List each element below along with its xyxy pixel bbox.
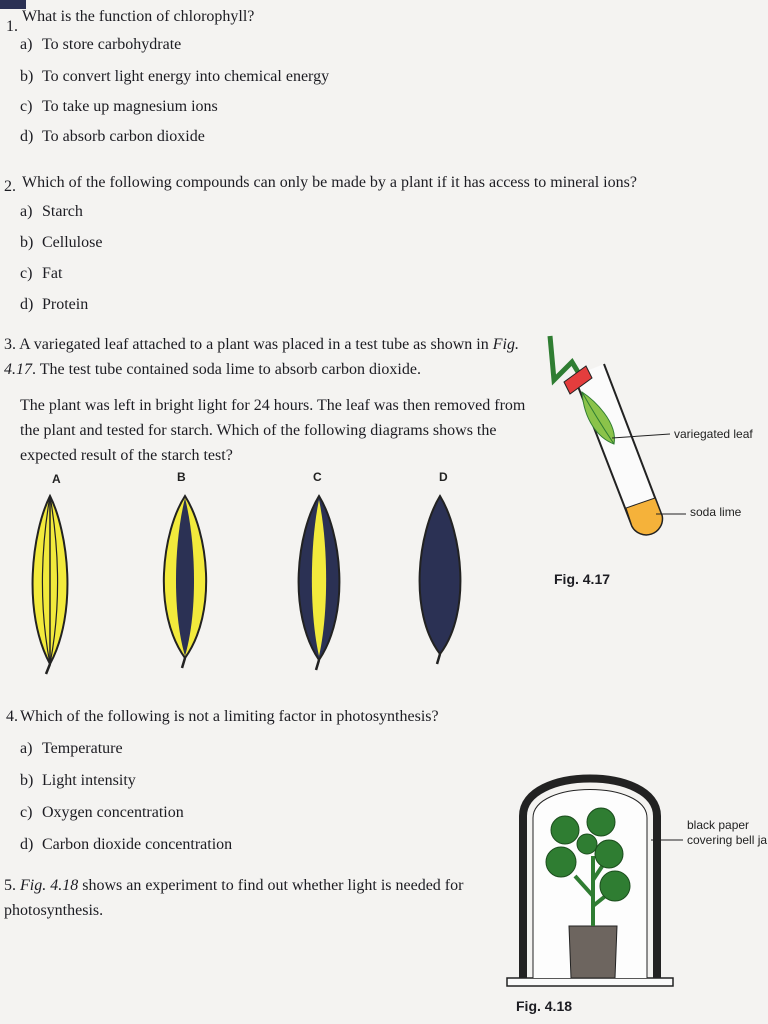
q4-option-c[interactable]: c) Oxygen concentration	[20, 804, 184, 821]
question-number: 2.	[4, 178, 16, 195]
leaf-diagram-a[interactable]	[22, 492, 78, 676]
label-variegated-leaf: variegated leaf	[674, 427, 753, 441]
leaf-label-c: C	[313, 470, 322, 484]
q1-option-d[interactable]: d) To absorb carbon dioxide	[20, 128, 205, 145]
q4-option-a[interactable]: a) Temperature	[20, 740, 123, 757]
question-text: Which of the following is not a limiting factor in photosynthesis?	[20, 708, 439, 725]
leaf-diagram-d[interactable]	[410, 492, 470, 676]
question-3-intro: 3. A variegated leaf attached to a plant was placed in a test tube as shown in Fig. 4.17. The test tube contained soda lime to absorb carbon dioxide.	[4, 336, 519, 378]
question-number: 1.	[6, 18, 18, 35]
leaf-label-a: A	[52, 472, 61, 486]
leaf-diagram-c[interactable]	[289, 492, 349, 676]
bell-jar-diagram	[505, 756, 685, 992]
q1-option-b[interactable]: b) To convert light energy into chemical energy	[20, 68, 330, 85]
question-number: 5.	[4, 877, 16, 894]
question-number: 4.	[6, 708, 18, 725]
fig-ref: Fig. 4.18	[20, 877, 79, 894]
test-tube-diagram	[540, 330, 760, 560]
label-soda-lime: soda lime	[690, 505, 742, 519]
question-text: shows an experiment to find out whether light is needed for photosynthesis.	[4, 877, 464, 919]
question-text: What is the function of chlorophyll?	[22, 8, 255, 25]
leaf-diagram-b[interactable]	[152, 492, 218, 676]
question-text: A variegated leaf attached to a plant was placed in a test tube as shown in	[19, 336, 489, 353]
question-3-body: The plant was left in bright light for 24 hours. The leaf was then removed from the plant and tested for starch. Which of the following diagrams shows the expected result of the starch test?	[20, 397, 526, 464]
leaf-label-d: D	[439, 470, 448, 484]
q1-option-c[interactable]: c) To take up magnesium ions	[20, 98, 218, 115]
question-number: 3.	[4, 336, 16, 353]
question-text-2: The test tube contained soda lime to absorb carbon dioxide.	[39, 361, 421, 378]
q2-option-b[interactable]: b) Cellulose	[20, 234, 103, 251]
label-black-paper: black paper covering bell ja	[687, 818, 768, 847]
q2-option-d[interactable]: d) Protein	[20, 296, 89, 313]
q1-option-a[interactable]: a) To store carbohydrate	[20, 36, 182, 53]
question-5	[4, 873, 474, 923]
q2-option-c[interactable]: c) Fat	[20, 265, 63, 282]
fig-caption-418: Fig. 4.18	[516, 998, 573, 1014]
leaf-label-b: B	[177, 470, 186, 484]
question-text: Which of the following compounds can only be made by a plant if it has access to mineral ions?	[22, 174, 637, 191]
q4-option-d[interactable]: d) Carbon dioxide concentration	[20, 836, 233, 853]
fig-caption-417: Fig. 4.17	[554, 571, 611, 587]
q2-option-a[interactable]: a) Starch	[20, 203, 83, 220]
fig-ref: Fig. 4.17	[4, 336, 519, 378]
q4-option-b[interactable]: b) Light intensity	[20, 772, 136, 789]
